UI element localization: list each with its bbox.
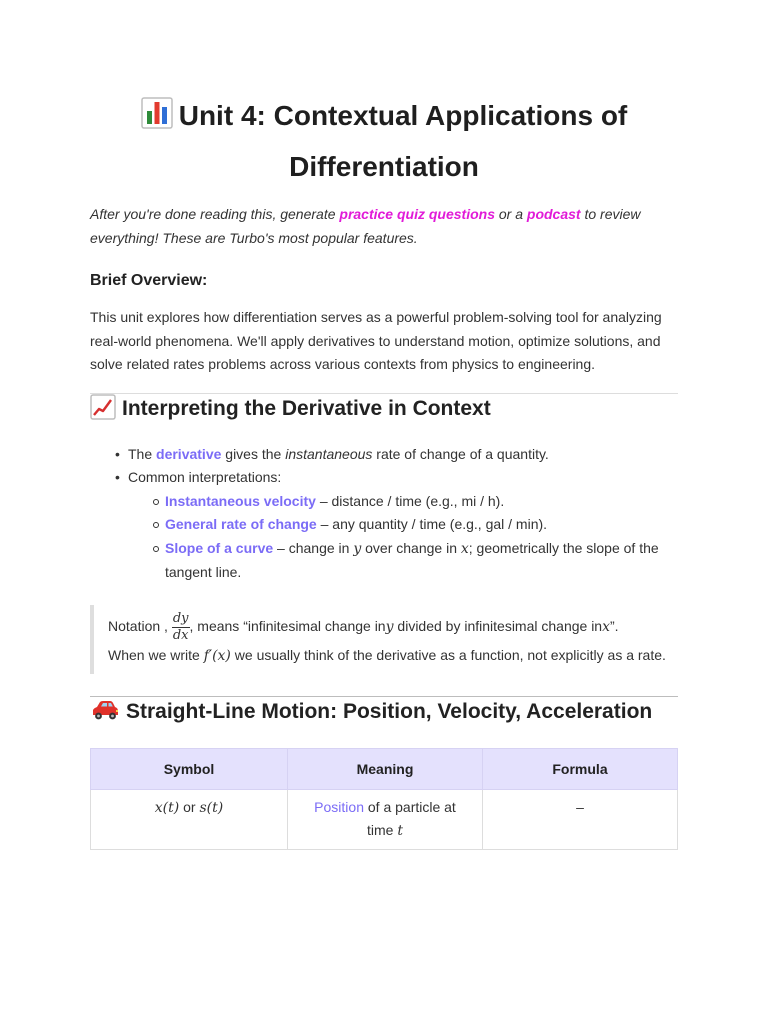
column-header-meaning: Meaning <box>288 749 483 790</box>
page-title <box>90 92 678 190</box>
math-x: x <box>460 540 469 557</box>
list-text: rate of change of a quantity. <box>372 445 549 462</box>
symbol-cell <box>91 790 288 850</box>
sub-list-item <box>128 537 678 585</box>
interpretation-list <box>90 443 678 585</box>
brief-overview-heading: Brief Overview: <box>90 272 208 289</box>
list-text: The <box>128 445 157 462</box>
car-icon <box>90 697 120 732</box>
table-header-row <box>91 749 678 790</box>
note-text: we usually think of the derivative as a function, not explicitly as a rate. <box>230 646 666 663</box>
cell-text: of a particle at time <box>363 799 456 838</box>
intro-paragraph <box>90 202 678 250</box>
bar-chart-icon <box>141 96 173 143</box>
motion-table <box>90 748 678 850</box>
trending-up-chart-icon <box>90 394 116 429</box>
note-text: , means “infinitesimal change in <box>189 617 386 634</box>
sub-list-item <box>128 490 678 514</box>
practice-quiz-link[interactable]: practice quiz questions <box>339 206 495 222</box>
brief-overview-text: This unit explores how differentiation serves as a powerful problem-solving tool for analyzing real-world phenomena. We'll apply derivatives to understand motion, optimize solutions, and solve related rates problems across various contexts from physics to engineering. <box>90 309 662 372</box>
notation-line-1 <box>108 611 678 644</box>
math-y: y <box>353 540 362 557</box>
general-rate-term: General rate of change <box>165 516 317 532</box>
document-content <box>90 0 678 850</box>
slope-term: Slope of a curve <box>165 539 274 556</box>
list-text: – any quantity / time (e.g., gal / min). <box>316 516 548 532</box>
section-heading-motion <box>90 697 678 732</box>
math-t: t <box>397 823 403 839</box>
intro-text: After you're done reading this, generate <box>90 206 340 222</box>
list-text: Common interpretations: <box>128 469 282 485</box>
fraction-denominator: dx <box>172 627 189 643</box>
section-heading-text: Straight-Line Motion: Position, Velocity, Acceleration <box>126 700 653 723</box>
formula-cell: – <box>483 790 678 850</box>
position-term: Position <box>314 799 364 815</box>
section-heading-interpreting <box>90 394 678 429</box>
dy-dx-fraction <box>172 611 190 644</box>
column-header-formula: Formula <box>483 749 678 790</box>
intro-text: or a <box>494 206 527 222</box>
math-s-of-t: s(t) <box>199 800 224 816</box>
table-row <box>91 790 678 850</box>
notation-line-2 <box>108 644 678 669</box>
note-text: divided by infinitesimal change in <box>393 617 603 634</box>
math-y: y <box>385 618 394 635</box>
list-text: – distance / time (e.g., mi / h). <box>315 492 505 509</box>
math-x-of-t: x(t) <box>154 800 180 816</box>
fraction-numerator: dy <box>172 610 189 626</box>
meaning-cell <box>288 790 483 850</box>
math-x: x <box>602 618 611 635</box>
podcast-link[interactable]: podcast <box>526 206 581 222</box>
column-header-symbol: Symbol <box>91 749 288 790</box>
note-text: ”. <box>610 617 619 634</box>
sub-list <box>128 490 678 585</box>
math-f-prime: f′(x) <box>203 647 231 664</box>
list-item <box>90 443 678 467</box>
list-item <box>90 466 678 585</box>
instantaneous-emphasis: instantaneous <box>285 445 373 462</box>
note-text: When we write <box>108 646 204 663</box>
notation-callout <box>90 605 678 675</box>
sub-list-item <box>128 513 678 537</box>
list-text: ; geometrically the slope of the tangent line. <box>165 539 659 580</box>
cell-text: or <box>179 799 200 815</box>
list-text: gives the <box>221 445 286 462</box>
intro-text: to review everything! These are Turbo's most popular features. <box>90 206 641 246</box>
note-text: Notation , <box>108 617 168 634</box>
instantaneous-velocity-term: Instantaneous velocity <box>165 492 316 509</box>
list-text: – change in <box>273 539 354 556</box>
page-title-text: Unit 4: Contextual Applications of Differentiation <box>178 100 628 182</box>
section-heading-text: Interpreting the Derivative in Context <box>122 396 491 420</box>
list-text: over change in <box>361 539 461 556</box>
derivative-term: derivative <box>156 445 222 462</box>
